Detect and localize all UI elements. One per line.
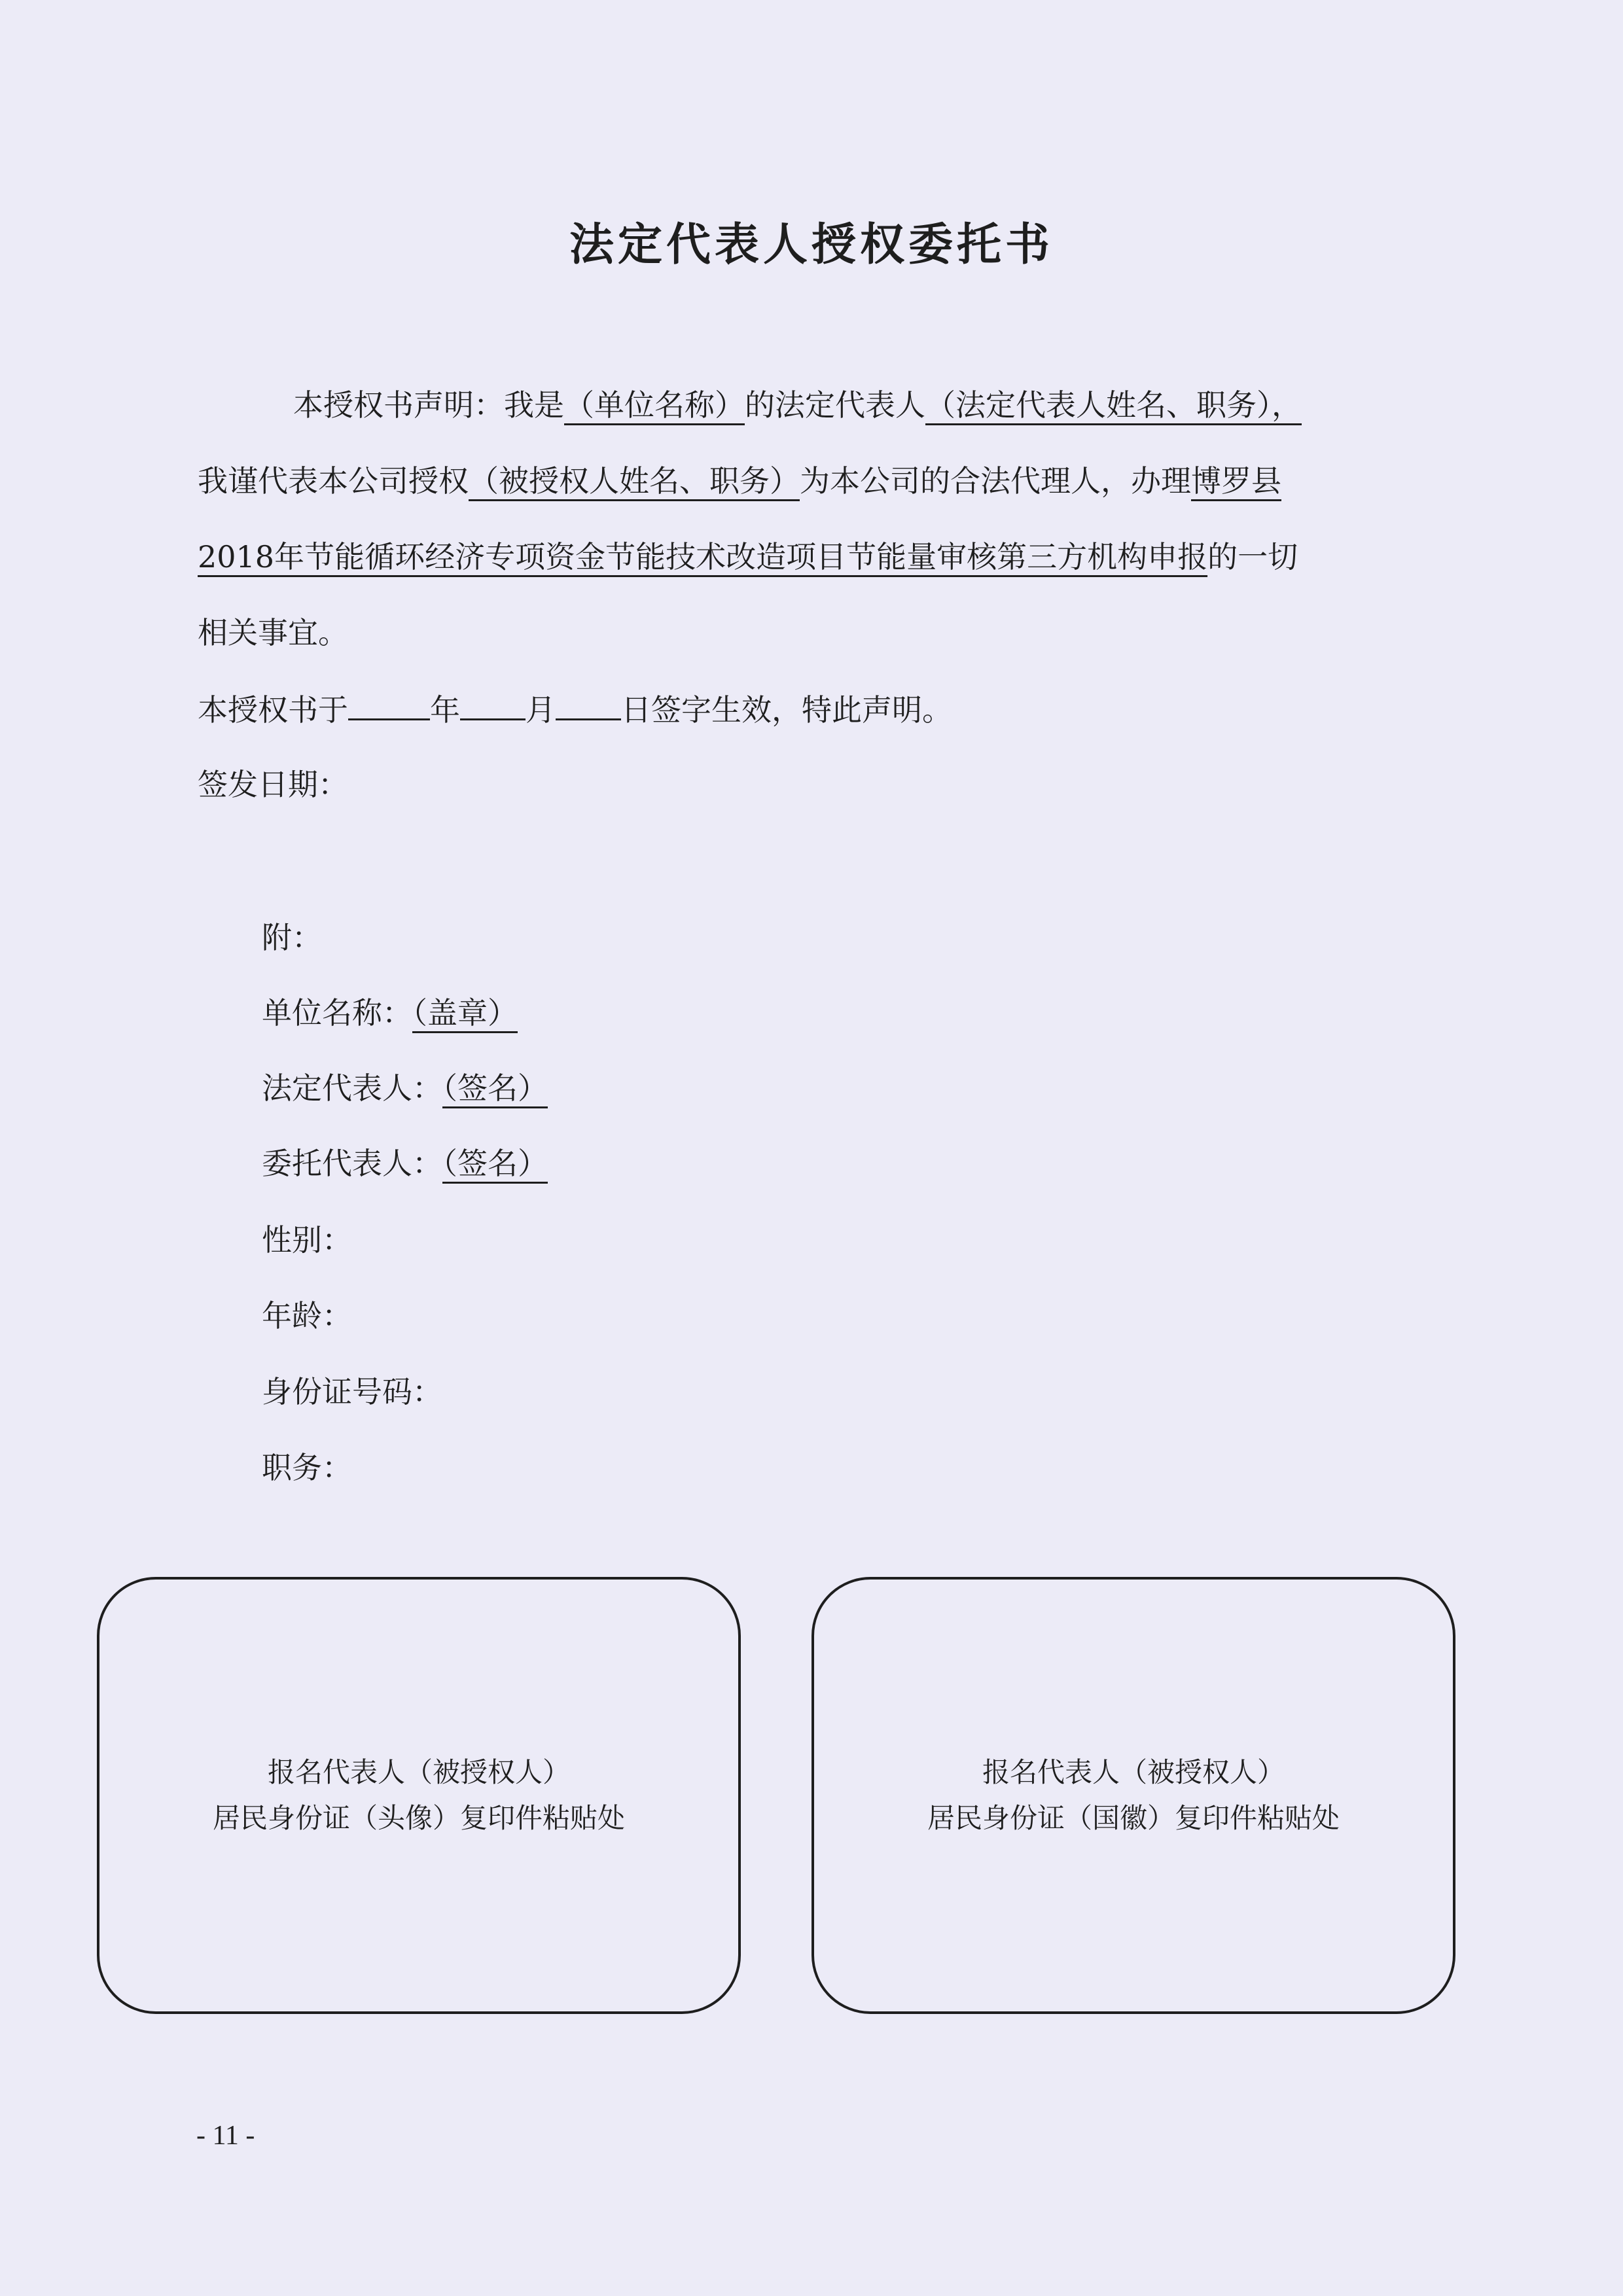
- issue-date-label: 签发日期：: [198, 767, 348, 802]
- effective-suffix: 日签字生效，特此声明。: [621, 692, 952, 728]
- agent-placeholder: （被授权人姓名、职务）: [469, 463, 800, 499]
- box-caption: 居民身份证（国徽）复印件粘贴处: [927, 1802, 1340, 1834]
- seal-placeholder: （盖章）: [412, 995, 518, 1031]
- statement-line-2: [198, 463, 1281, 499]
- year-blank[interactable]: [348, 694, 430, 720]
- project-name: 博罗县: [1191, 463, 1281, 499]
- signature-placeholder: （签名）: [442, 1070, 548, 1106]
- statement-text: 本授权书声明：我是: [293, 387, 564, 423]
- agent-row: [262, 1146, 548, 1181]
- statement-text: 为本公司的合法代理人，办理: [800, 463, 1191, 499]
- legal-rep-label: 法定代表人：: [262, 1070, 442, 1106]
- page-number: - 11 -: [196, 2121, 255, 2151]
- box-caption: 报名代表人（被授权人）: [982, 1756, 1285, 1788]
- effective-prefix: 本授权书于: [198, 692, 348, 728]
- box-caption: 居民身份证（头像）复印件粘贴处: [212, 1802, 625, 1834]
- age-label: 年龄：: [262, 1298, 352, 1333]
- statement-text: ，: [1272, 387, 1302, 423]
- year-label: 年: [430, 692, 460, 728]
- box-caption: 报名代表人（被授权人）: [267, 1756, 570, 1788]
- attachment-label: 附：: [262, 920, 322, 955]
- signature-placeholder: （签名）: [442, 1146, 548, 1181]
- unit-name-row: [262, 995, 518, 1031]
- statement-text: 的一切: [1207, 539, 1298, 574]
- legal-rep-row: [262, 1070, 548, 1106]
- statement-line-4: 相关事宜。: [198, 615, 348, 650]
- statement-text: 我谨代表本公司授权: [198, 463, 469, 499]
- page-title: 法定代表人授权委托书: [569, 219, 1054, 271]
- agent-label: 委托代表人：: [262, 1146, 442, 1181]
- month-blank[interactable]: [460, 694, 526, 720]
- statement-line-3: [198, 539, 1298, 574]
- unit-name-placeholder: （单位名称）: [564, 387, 745, 423]
- statement-line-1: [293, 387, 1302, 423]
- id-back-paste-area: [812, 1577, 1455, 2014]
- unit-name-label: 单位名称：: [262, 995, 412, 1031]
- gender-label: 性别：: [262, 1222, 352, 1258]
- id-number-label: 身份证号码：: [262, 1374, 442, 1409]
- month-label: 月: [526, 692, 556, 728]
- legal-rep-placeholder: （法定代表人姓名、职务）: [925, 387, 1272, 423]
- day-blank[interactable]: [556, 694, 621, 720]
- id-front-paste-area: [97, 1577, 741, 2014]
- effective-date-line: [198, 692, 952, 728]
- position-label: 职务：: [262, 1450, 352, 1485]
- statement-text: 的法定代表人: [745, 387, 925, 423]
- project-name: 2018年节能循环经济专项资金节能技术改造项目节能量审核第三方机构申报: [198, 539, 1208, 574]
